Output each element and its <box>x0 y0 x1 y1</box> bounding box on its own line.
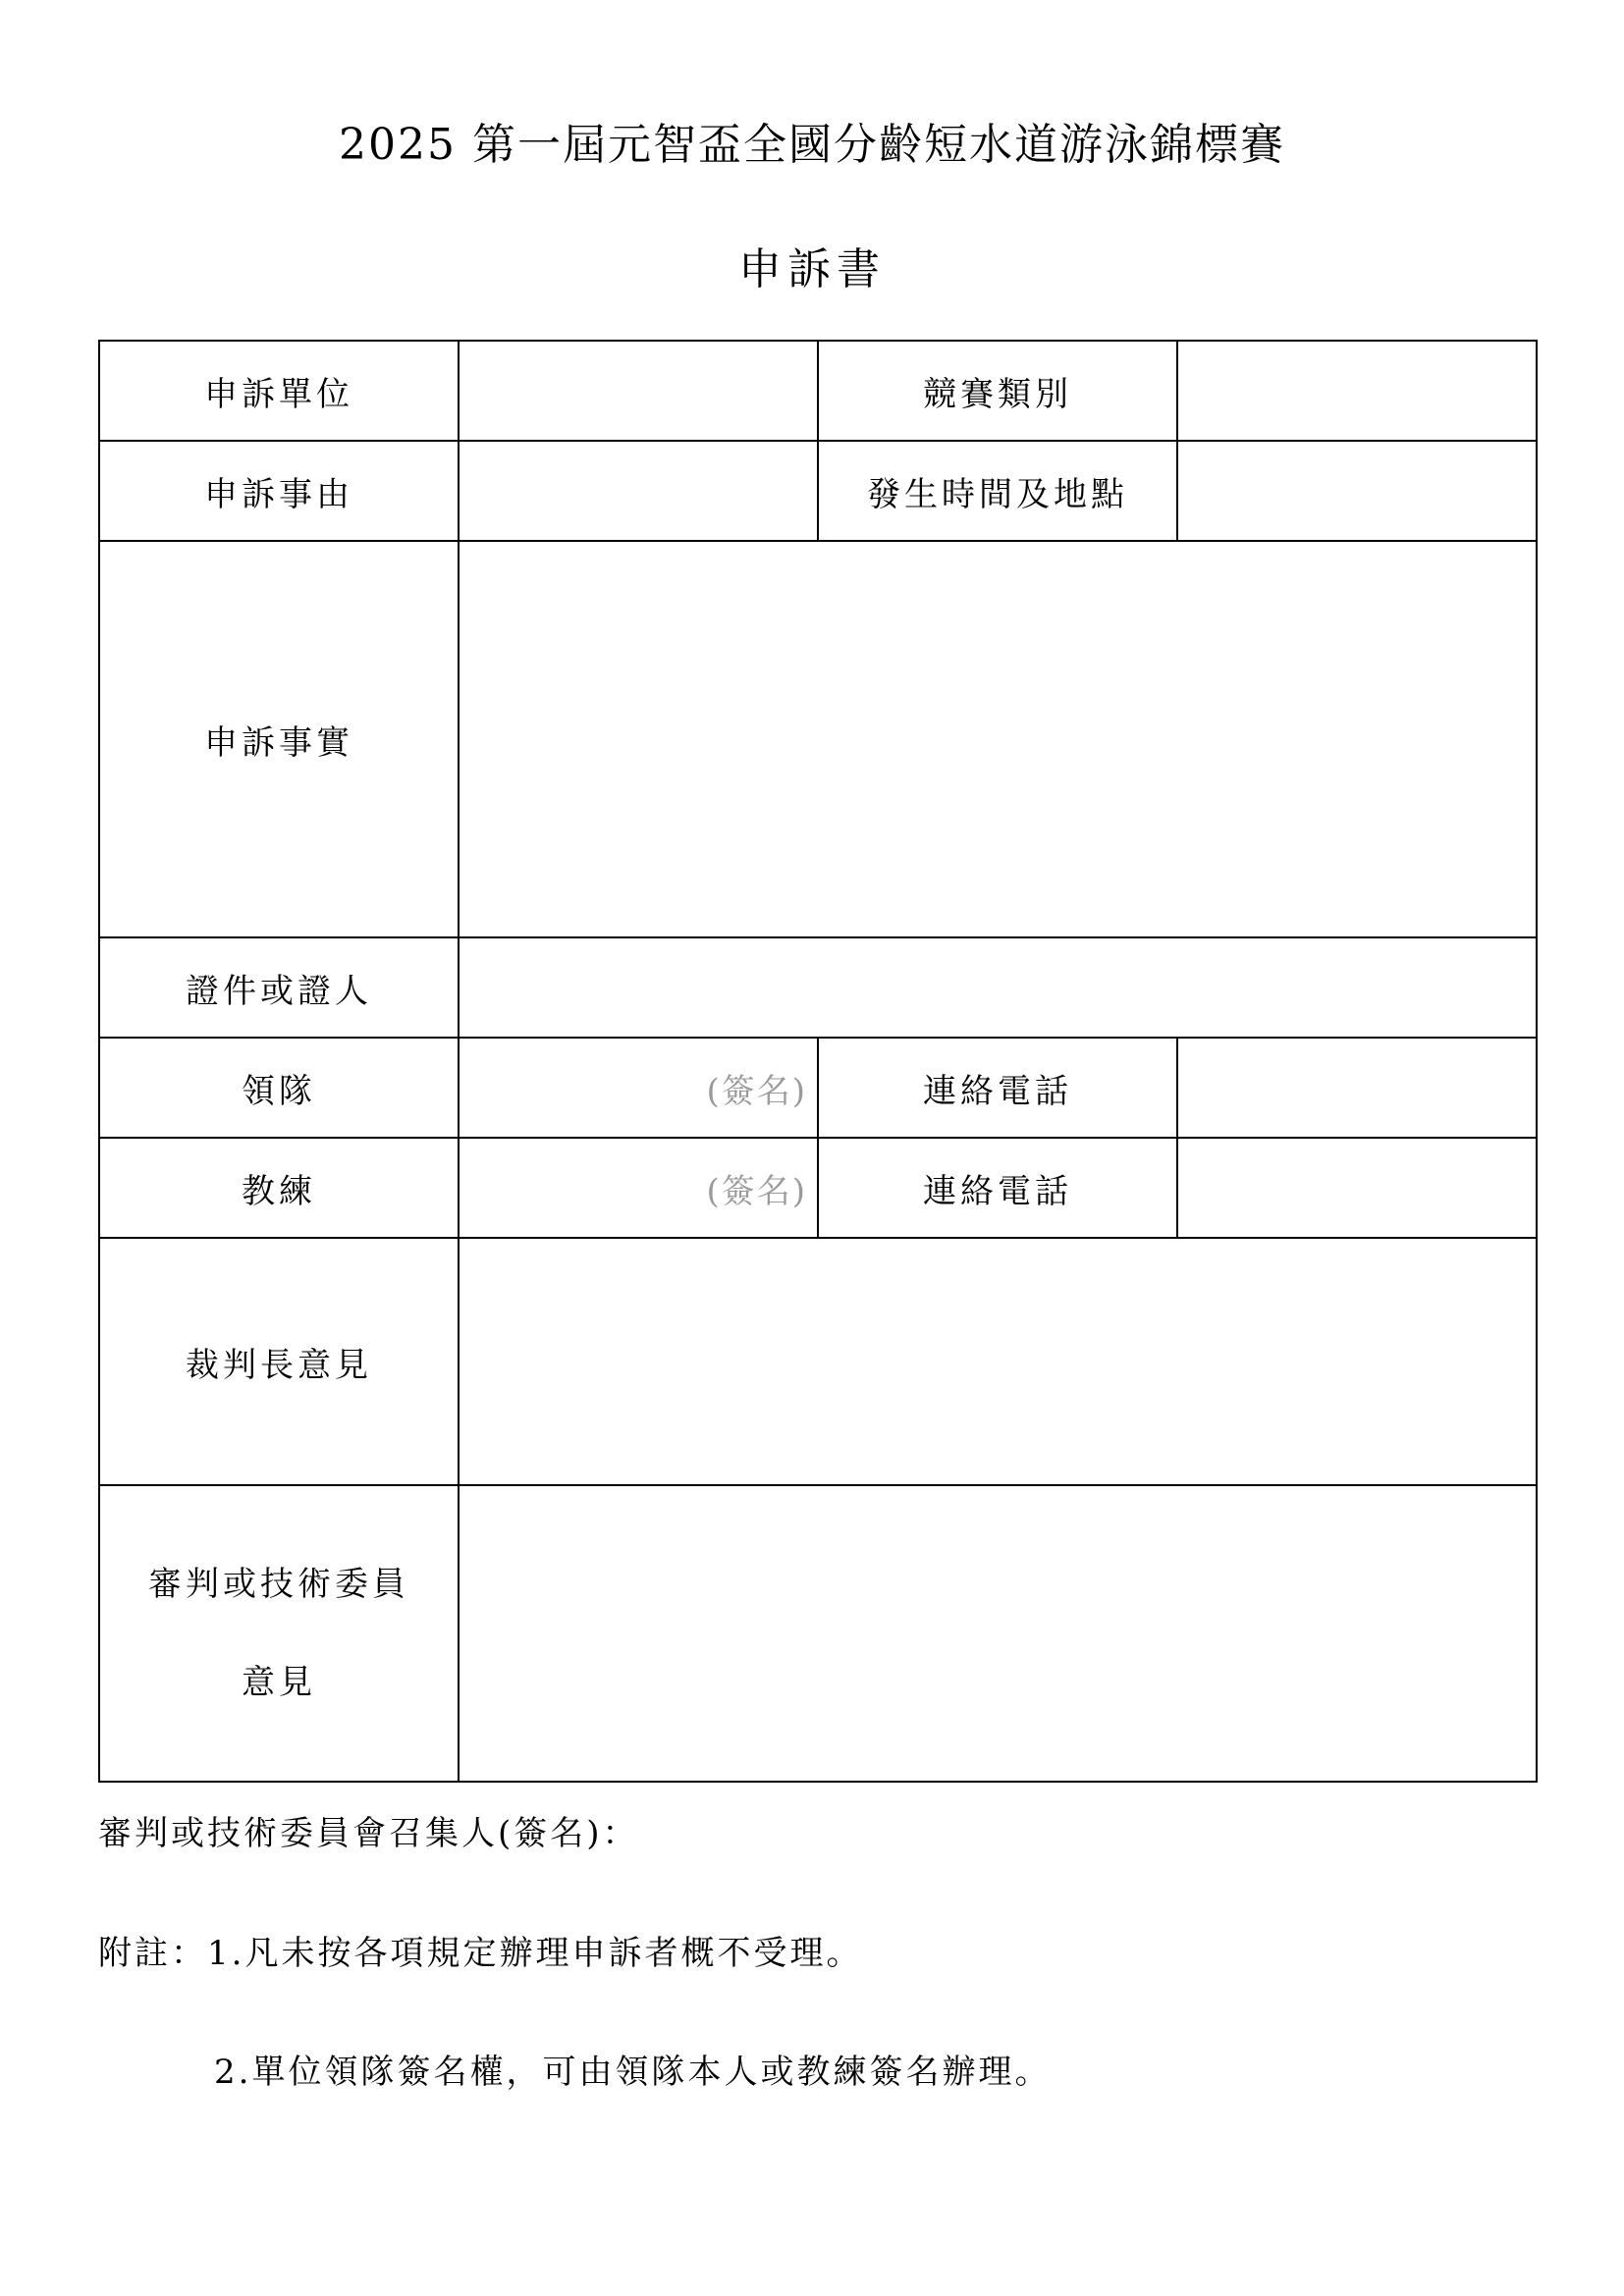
footnote-1: 附註：1.凡未按各項規定辦理申訴者概不受理。 <box>98 1934 863 1973</box>
label-coach-phone: 連絡電話 <box>818 1138 1177 1238</box>
field-complaint-facts[interactable] <box>459 541 1537 937</box>
label-complaint-reason: 申訴事由 <box>99 441 459 541</box>
label-committee-opinion <box>99 1485 459 1782</box>
label-committee-line1: 審判或技術委員 <box>148 1565 409 1604</box>
field-competition-category[interactable] <box>1177 341 1537 441</box>
label-committee-line2: 意見 <box>242 1663 316 1702</box>
field-time-and-place[interactable] <box>1177 441 1537 541</box>
field-leader-phone[interactable] <box>1177 1038 1537 1138</box>
label-evidence-or-witness: 證件或證人 <box>99 937 459 1038</box>
label-coach: 教練 <box>99 1138 459 1238</box>
row-facts <box>99 541 1537 937</box>
convener-signature-line: 審判或技術委員會召集人(簽名)： <box>98 1814 639 1853</box>
field-coach-phone[interactable] <box>1177 1138 1537 1238</box>
field-chief-referee-opinion[interactable] <box>459 1238 1537 1485</box>
footnote-2: 2.單位領隊簽名權，可由領隊本人或教練簽名辦理。 <box>214 2053 1052 2092</box>
label-team-leader: 領隊 <box>99 1038 459 1138</box>
row-coach <box>99 1138 1537 1238</box>
row-complainant <box>99 341 1537 441</box>
row-reason <box>99 441 1537 541</box>
field-complainant-unit[interactable] <box>459 341 818 441</box>
label-complainant-unit: 申訴單位 <box>99 341 459 441</box>
label-competition-category: 競賽類別 <box>818 341 1177 441</box>
complaint-form-table <box>98 340 1538 1783</box>
row-committee <box>99 1485 1537 1782</box>
field-evidence-or-witness[interactable] <box>459 937 1537 1038</box>
label-complaint-facts: 申訴事實 <box>99 541 459 937</box>
label-time-and-place: 發生時間及地點 <box>818 441 1177 541</box>
row-team-leader <box>99 1038 1537 1138</box>
field-team-leader-signature[interactable]: (簽名) <box>459 1038 818 1138</box>
row-evidence <box>99 937 1537 1038</box>
document-title: 2025 第一屆元智盃全國分齡短水道游泳錦標賽 <box>339 120 1285 170</box>
field-committee-opinion[interactable] <box>459 1485 1537 1782</box>
label-chief-referee-opinion: 裁判長意見 <box>99 1238 459 1485</box>
document-subtitle: 申訴書 <box>738 244 886 294</box>
field-coach-signature[interactable]: (簽名) <box>459 1138 818 1238</box>
label-leader-phone: 連絡電話 <box>818 1038 1177 1138</box>
row-chief-referee <box>99 1238 1537 1485</box>
field-complaint-reason[interactable] <box>459 441 818 541</box>
